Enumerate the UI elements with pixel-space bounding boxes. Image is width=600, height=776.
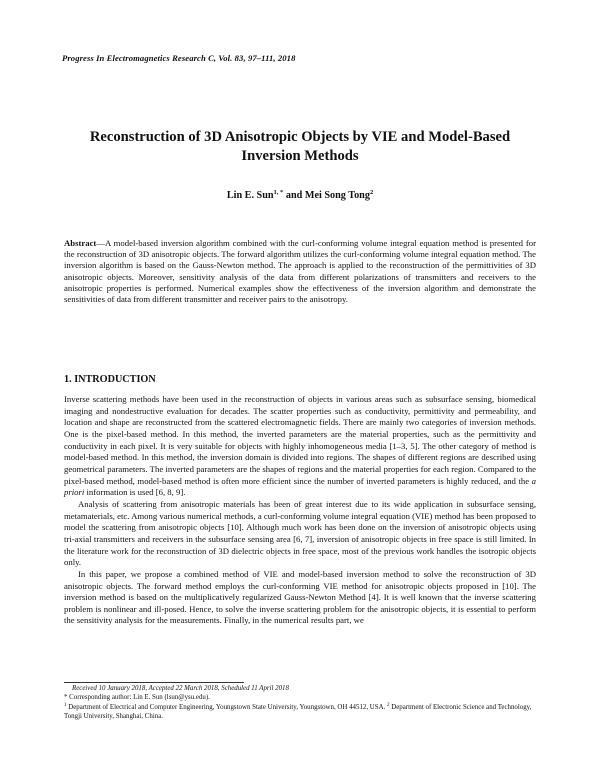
author-separator: and [283, 190, 305, 201]
received-dates: Received 10 January 2018, Accepted 22 March 2018, Scheduled 11 April 2018 [72, 685, 289, 692]
footnote-divider [64, 682, 244, 683]
paragraph-text: information is used [6, 8, 9]. [84, 487, 186, 498]
affiliation-text: Department of Electrical and Computer Engineering, Youngstown State University, Youngstown, OH 44512, USA. [66, 703, 386, 711]
author-affiliation-mark: 1, * [273, 189, 284, 196]
abstract [64, 238, 536, 305]
author-affiliation-mark: 2 [369, 189, 374, 196]
paragraph [64, 394, 536, 499]
abstract-text: —A model-based inversion algorithm combined with the curl-conforming volume integral equation method is presented for the reconstruction of 3D anisotropic objects. The forward algorithm utilizes the curl-conforming volume integral equation method. The inversion algorithm is based on the Gauss-Newton method. The approach is applied to the reconstruction of the permittivities of 3D anisotropic objects. Moreover, sensitivity analysis of the data from different polarizations of transmitters and receivers to the anisotropic properties is performed. Numerical examples show the effectiveness of the inversion algorithm and demonstrate the sensitivities of data from different transmitter and receiver pairs to the anisotropy. [64, 238, 536, 305]
paragraph: Analysis of scattering from anisotropic materials has been of great interest due to its wide application in subsurface sensing, metamaterials, etc. Among various numerical methods, a curl-conforming volume integral equation (VIE) method has been proposed to model the scattering from anisotropic objects [10]. Although much work has been done on the inversion of anisotropic objects using tri-axial transmitters and receivers in the subsurface sensing area [6, 7], inversion of anisotropic objects in free space is still limited. In the literature work for the reconstruction of 3D dielectric objects in free space, most of the previous work handles the isotropic objects only. [64, 498, 536, 568]
affiliations [64, 703, 536, 722]
footnotes [64, 684, 536, 721]
author-line [62, 190, 538, 201]
corresponding-author: * Corresponding author: Lin E. Sun (lsun@ysu.edu). [64, 694, 210, 702]
affiliation-text: Department of Electronic Science and Technology, Tongji University, Shanghai, China. [64, 703, 532, 720]
paragraph-text: Inverse scattering methods have been used in the reconstruction of objects in various areas such as subsurface sensing, biomedical imaging and nondestructive evaluation for decades. The scatter properties such as conductivity, permittivity and permeability, and location and shape are reconstructed from the scattered electromagnetic fields. There are mainly two categories of inversion methods. One is the pixel-based method. In this method, the inverted parameters are the material properties, such as the permittivity and conductivity in each pixel. It is very suitable for objects with highly inhomogeneous media [1–3, 5]. The other category of method is model-based method. In this method, the inversion domain is divided into regions. The shapes of different regions are described using geometrical parameters. The inverted parameters are the shapes of regions and the material properties for each region. Compared to the pixel-based method, model-based method is often more efficient since the number of inverted parameters is highly reduced, and the [64, 394, 536, 486]
author-name: Mei Song Tong [304, 190, 370, 201]
section-heading: 1. INTRODUCTION [64, 374, 156, 385]
paper-title: Reconstruction of 3D Anisotropic Objects by VIE and Model-Based Inversion Methods [89, 129, 511, 164]
body-text [64, 394, 536, 627]
author-name: Lin E. Sun [226, 190, 274, 201]
affiliation-mark: 1 [64, 702, 67, 708]
emphasis-text: a priori [64, 475, 536, 498]
journal-citation: Progress In Electromagnetics Research C, Vol. 83, 97–111, 2018 [62, 53, 296, 63]
affiliation-mark: 2 [387, 702, 390, 708]
paragraph: In this paper, we propose a combined method of VIE and model-based inversion method to solve the reconstruction of 3D anisotropic objects. The forward method employs the curl-conforming VIE method for anisotropic objects proposed in [10]. The inversion method is based on the multiplicatively regularized Gauss-Newton Method [4]. It is well known that the inverse scattering problem is nonlinear and ill-posed. Hence, to solve the inverse scattering problem for the anisotropic objects, it is essential to perform the sensitivity analysis for the measurements. Finally, in the numerical results part, we [64, 568, 536, 626]
abstract-label: Abstract [64, 238, 97, 248]
